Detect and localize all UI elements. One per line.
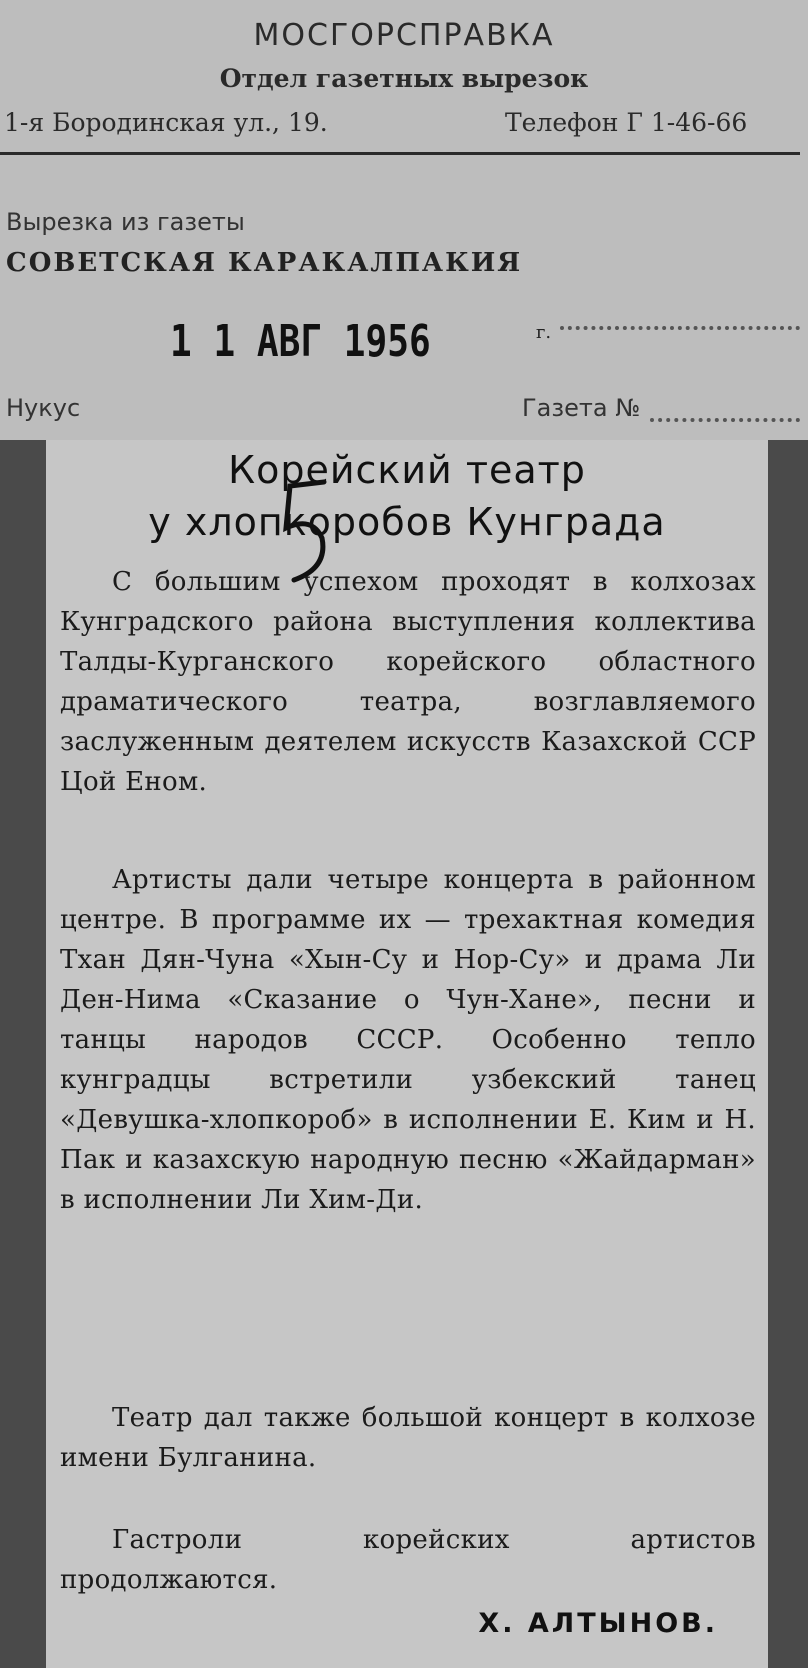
city-label: Нукус <box>6 394 81 422</box>
date-dotted-line <box>560 326 800 330</box>
article-author: Х. АЛТЫНОВ. <box>478 1608 718 1639</box>
header-divider <box>0 152 800 155</box>
date-stamp: 1 1 АВГ 1956 <box>170 316 431 367</box>
newspaper-name: СОВЕТСКАЯ КАРАКАЛПАКИЯ <box>6 248 523 278</box>
clipping-service-header <box>0 0 808 440</box>
article-headline-line2: у хлопкоробов Кунграда <box>148 500 666 544</box>
agency-name: МОСГОРСПРАВКА <box>253 18 555 53</box>
agency-phone: Телефон Г 1-46-66 <box>505 108 748 137</box>
year-suffix: г. <box>536 322 552 343</box>
agency-address: 1-я Бородинская ул., 19. <box>4 108 328 137</box>
issue-label: Газета № <box>522 394 641 422</box>
department-name: Отдел газетных вырезок <box>219 64 589 93</box>
cut-from-label: Вырезка из газеты <box>6 208 245 236</box>
article-paragraph: С большим успехом проходят в колхозах Кунградского района выступления коллектива Талды-Курганского корейского областного драматического театра, возглавляемого заслуженным деятелем искусств Казахской ССР Цой Еном. <box>60 567 756 797</box>
article-paragraph: Гастроли корейских артистов продолжаются. <box>60 1525 756 1595</box>
article-paragraph: Театр дал также большой концерт в колхозе имени Булганина. <box>60 1403 756 1473</box>
issue-dotted-line <box>650 418 800 422</box>
newspaper-clipping <box>46 440 768 1668</box>
article-paragraph: Артисты дали четыре концерта в районном центре. В программе их — трехактная комедия Тхан Дян-Чуна «Хын-Су и Нор-Су» и драма Ли Ден-Нима «Сказание о Чун-Хане», песни и танцы народов СССР. Особенно тепло кунградцы встретили узбекский танец «Девушка-хлопкороб» в исполнении Е. Ким и Н. Пак и казахскую народную песню «Жайдарман» в исполнении Ли Хим-Ди. <box>60 865 756 1215</box>
article-headline-line1: Корейский театр <box>228 448 586 492</box>
